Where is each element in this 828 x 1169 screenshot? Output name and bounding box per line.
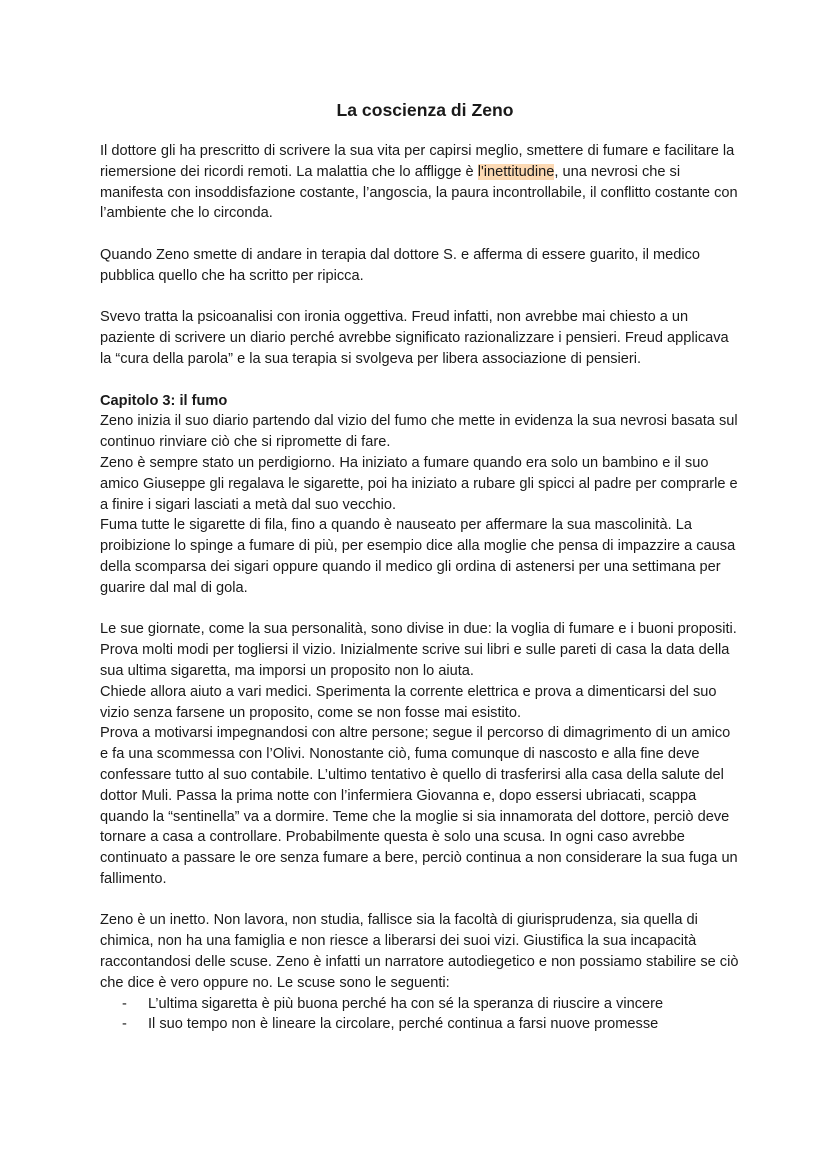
intro-text-before: Il dottore gli ha prescritto di scrivere la sua vita per capirsi meglio, smettere di fumare e facilitare la riemersione dei ricordi remoti. La malattia che lo affligge è	[100, 143, 735, 180]
chapter-line: Zeno è sempre stato un perdigiorno. Ha iniziato a fumare quando era solo un bambino e il suo amico Giuseppe gli regalava le sigarette, poi ha iniziato a rubare gli spicci al padre per comprarle e a finire i sigari lasciati a metà dal suo vecchio.	[100, 454, 738, 513]
paragraph-spacer	[100, 370, 740, 391]
dash-bullet: -	[122, 995, 127, 1012]
intro-paragraph	[100, 141, 740, 224]
inept-paragraph: Zeno è un inetto. Non lavora, non studia, fallisce sia la facoltà di giurisprudenza, sia quella di chimica, non ha una famiglia e non riesce a liberarsi dei suoi vizi. Giustifica la sua incapacità raccontandosi delle scuse. Zeno è infatti un narratore autodiegetico e non possiamo stabilire se ciò che dice è vero oppure no. Le scuse sono le seguenti:	[100, 912, 739, 991]
attempts-line: Prova a motivarsi impegnandosi con altre persone; segue il percorso di dimagrimento di un amico e fa una scommessa con l’Olivi. Nonostante ciò, fuma comunque di nascosto e alla fine deve confessare tutto al suo contabile. L’ultimo tentativo è quello di trasferirsi alla casa della salute del dottor Muli. Passa la prima notte con l’infermiera Giovanna e, dopo essersi ubriacati, scappa quando la “sentinella” va a dormire. Teme che la moglie si sia innamorata del dottore, perciò deve tornare a casa a controllare. Probabilmente questa è solo una scusa. In ogni caso avrebbe continuato a passare le ore senza fumare a bere, perciò continua a non considerare la sua fuga un fallimento.	[100, 725, 738, 887]
chapter-line: Zeno inizia il suo diario partendo dal vizio del fumo che mette in evidenza la sua nevrosi basata sul continuo rinviare ciò che si ripromette di fare.	[100, 413, 738, 451]
excuses-list	[100, 994, 740, 1036]
list-item	[100, 994, 740, 1015]
paragraph-spacer	[100, 890, 740, 911]
paragraph-spacer	[100, 287, 740, 308]
paragraph-spacer	[100, 599, 740, 620]
therapy-paragraph: Quando Zeno smette di andare in terapia dal dottore S. e afferma di essere guarito, il medico pubblica quello che ha scritto per ripicca.	[100, 246, 701, 284]
attempts-line: Le sue giornate, come la sua personalità, sono divise in due: la voglia di fumare e i buoni propositi. Prova molti modi per togliersi il vizio. Inizialmente scrive sui libri e sulle pareti di casa la data della sua ultima sigaretta, ma imporsi un proposito non lo aiuta.	[100, 621, 737, 679]
intro-text-after: , una nevrosi che si manifesta con insoddisfazione costante, l’angoscia, la paura incontrollabile, il conflitto costante con l’ambiente che lo circonda.	[100, 163, 738, 222]
list-item-text: Il suo tempo non è lineare la circolare, perché continua a farsi nuove promesse	[148, 1016, 659, 1033]
page-title: La coscienza di Zeno	[336, 100, 514, 120]
highlighted-term: l'inettitudine	[477, 163, 555, 180]
document-page	[100, 98, 740, 1035]
list-item	[100, 1014, 740, 1035]
paragraph-spacer	[100, 224, 740, 245]
dash-bullet: -	[122, 1016, 127, 1033]
attempts-line: Chiede allora aiuto a vari medici. Sperimenta la corrente elettrica e prova a dimenticarsi del suo vizio senza farsene un proposito, come se non fosse mai esistito.	[100, 683, 717, 721]
list-item-text: L’ultima sigaretta è più buona perché ha con sé la speranza di riuscire a vincere	[148, 995, 664, 1012]
chapter-line: Fuma tutte le sigarette di fila, fino a quando è nauseato per affermare la sua mascolinità. La proibizione lo spinge a fumare di più, per esempio dice alla moglie che pensa di impazzire a causa della scomparsa dei sigari oppure quando il medico gli ordina di astenersi per una settimana per guarire dal mal di gola.	[100, 517, 736, 596]
chapter-heading: Capitolo 3: il fumo	[100, 392, 228, 409]
psychoanalysis-paragraph: Svevo tratta la psicoanalisi con ironia oggettiva. Freud infatti, non avrebbe mai chiesto a un paziente di scrivere un diario perché avrebbe significato razionalizzare i pensieri. Freud applicava la “cura della parola” e la sua terapia si svolgeva per libera associazione di pensieri.	[100, 309, 729, 367]
